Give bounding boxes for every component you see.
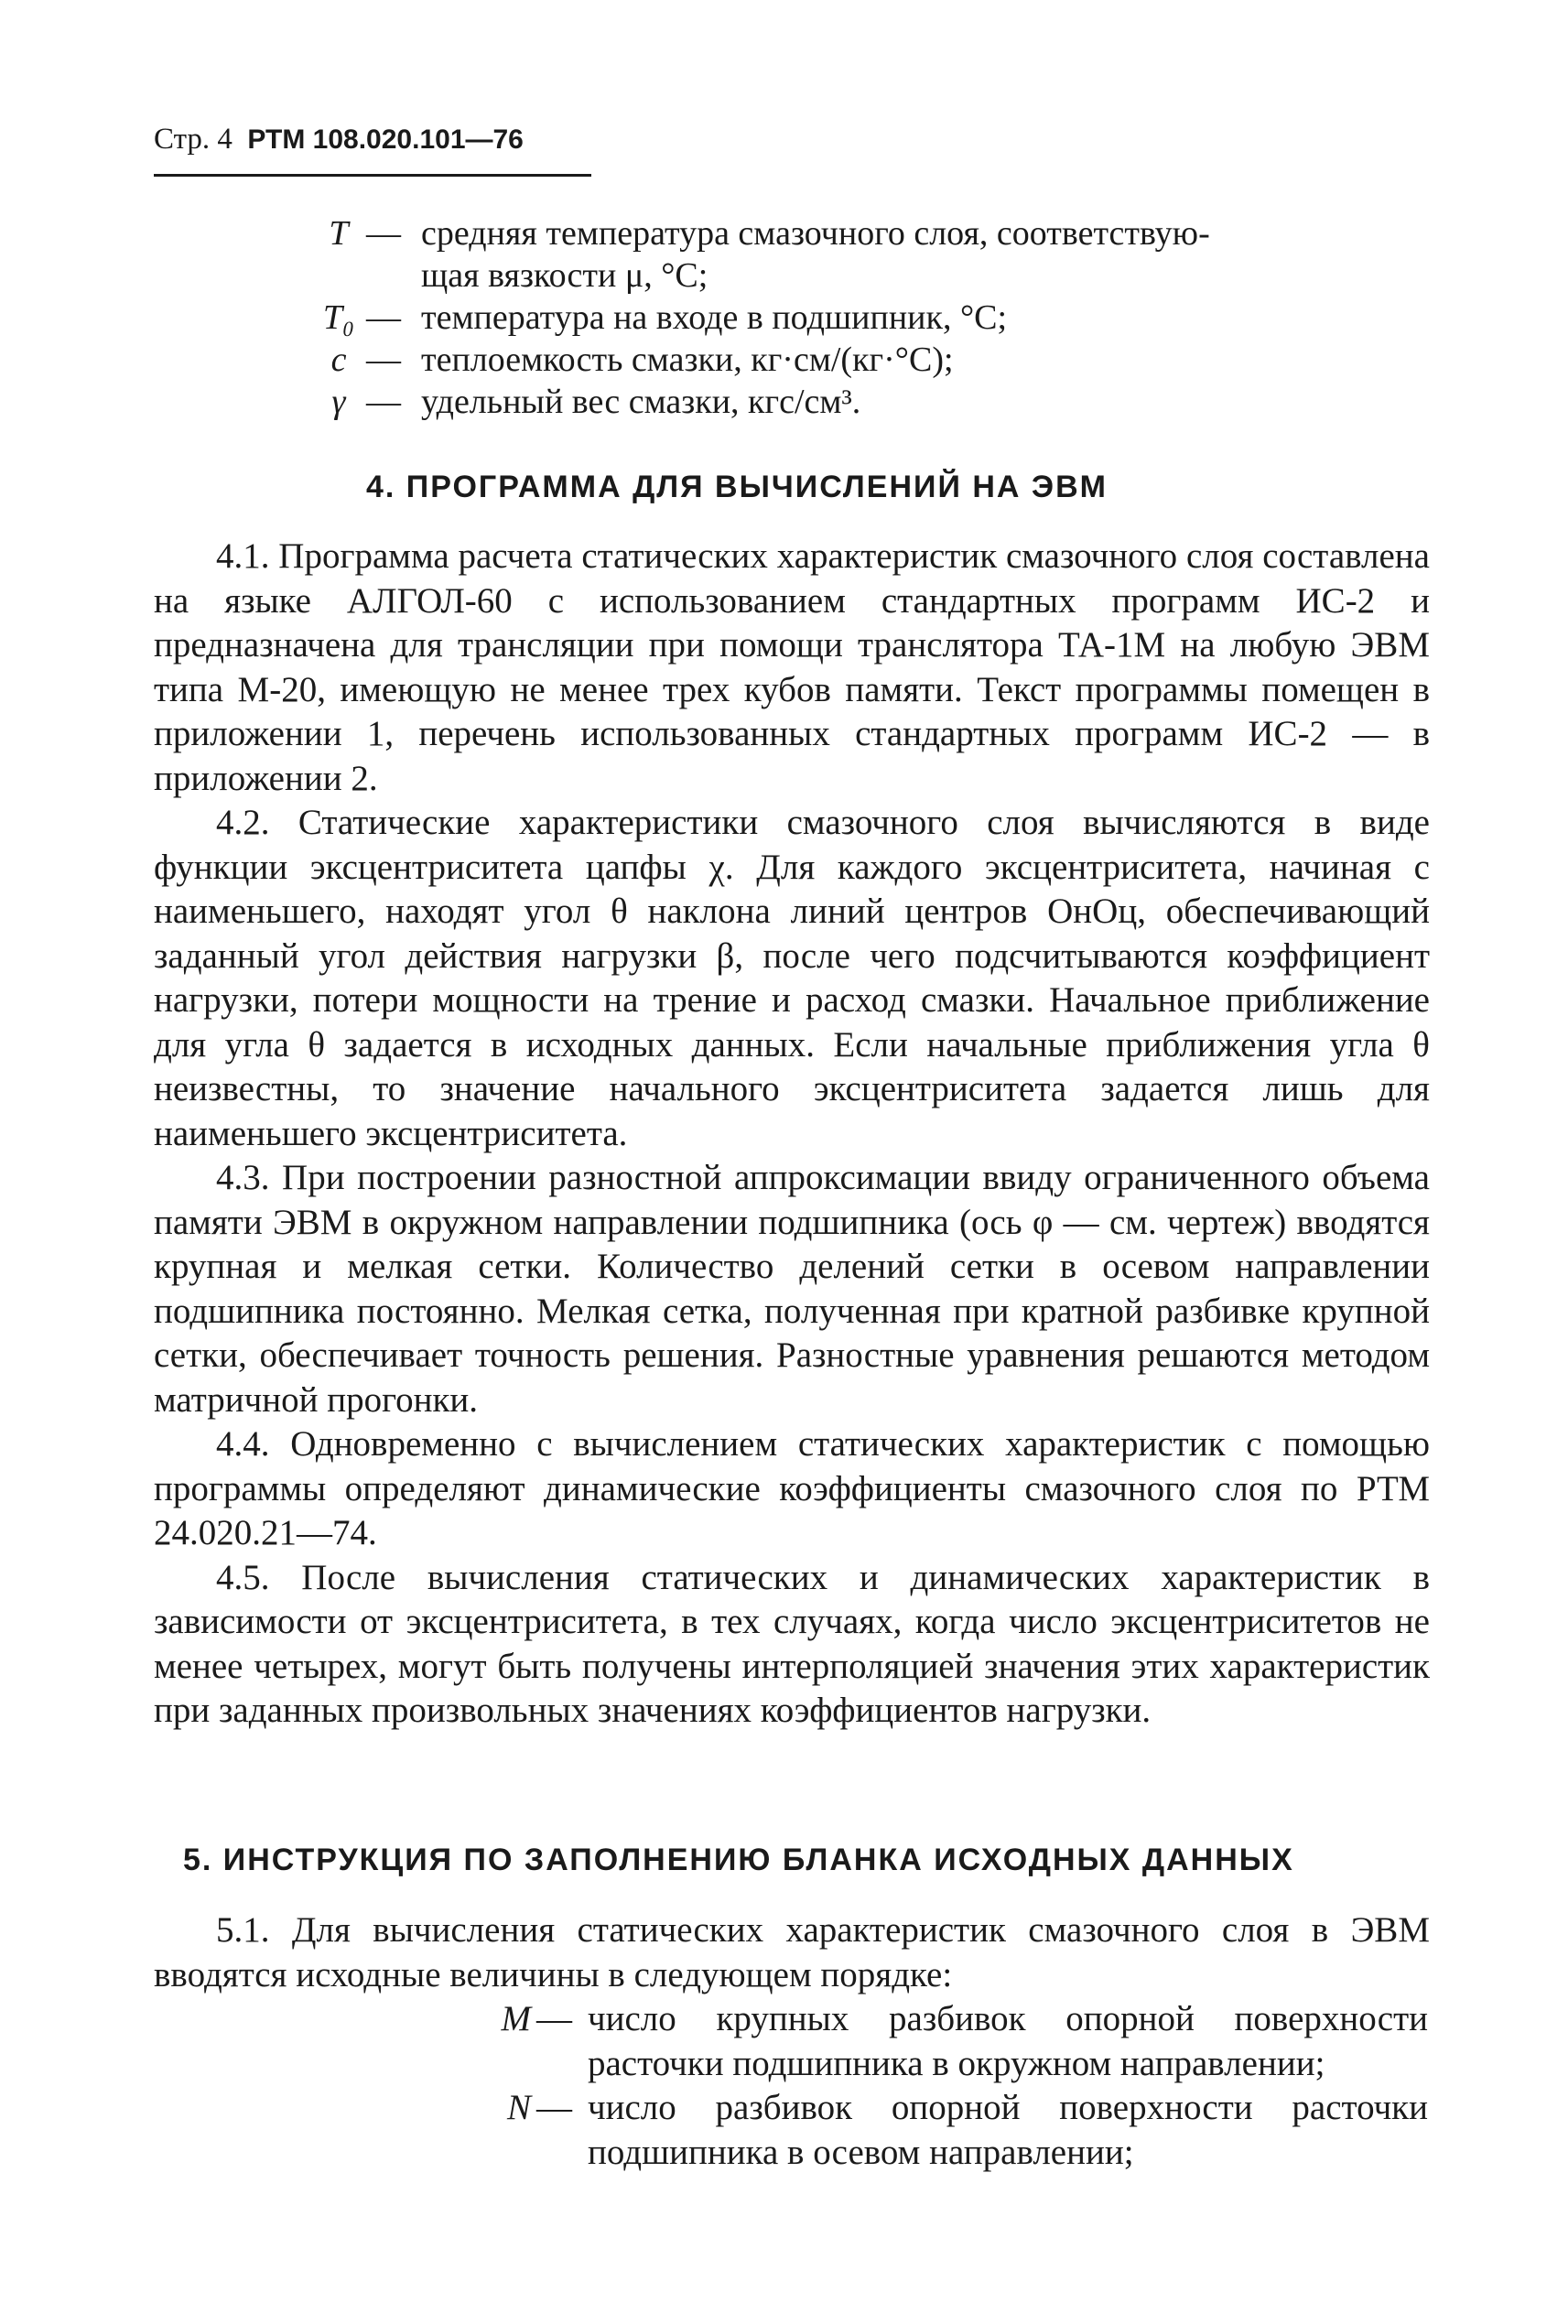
symbol-legend bbox=[311, 212, 1437, 423]
paragraph-4-2: 4.2. Статические характеристики смазочного слоя вычисляются в виде функции эксцентриситета цапфы χ. Для каждого эксцентриситета, начиная с наименьшего, находят угол θ наклона линий центров OнOц, обеспечивающий заданный угол действия нагрузки β, после чего подсчитываются коэффициент нагрузки, потери мощности на трение и расход смазки. Начальное приближение для угла θ задается в исходных данных. Если начальные приближения угла θ неизвестны, то значение начального эксцентриситета задается лишь для наименьшего эксцентриситета. bbox=[154, 803, 1430, 1153]
legend-row bbox=[311, 381, 1437, 423]
legend-definition: средняя температура смазочного слоя, соответствую- bbox=[421, 214, 1210, 253]
variable-symbol: M bbox=[501, 1999, 531, 2038]
legend-symbol: c bbox=[330, 340, 347, 379]
paragraph-4-4: 4.4. Одновременно с вычислением статических характеристик с помощью программы определяют динамические коэффициенты смазочного слоя по РТМ 24.020.21—74. bbox=[154, 1424, 1430, 1552]
variable-row bbox=[476, 2086, 1428, 2175]
document-code: РТМ 108.020.101—76 bbox=[247, 124, 524, 155]
legend-dash: — bbox=[366, 298, 401, 337]
section-4-body bbox=[154, 535, 1430, 1734]
legend-definition: щая вязкости μ, °C; bbox=[421, 256, 708, 295]
legend-definition: теплоемкость смазки, кг·см/(кг·°С); bbox=[421, 340, 954, 379]
paragraph-4-5: 4.5. После вычисления статических и динамических характеристик в зависимости от эксцентриситета, в тех случаях, когда число эксцентриситетов не менее четырех, могут быть получены интерполяцией значения этих характеристик при заданных произвольных значениях коэффициентов нагрузки. bbox=[154, 1557, 1430, 1730]
variable-symbol: N bbox=[506, 2088, 531, 2127]
legend-definition: температура на входе в подшипник, °С; bbox=[421, 298, 1008, 337]
page-label: Стр. 4 bbox=[154, 123, 232, 156]
section-4-title: 4. ПРОГРАММА ДЛЯ ВЫЧИСЛЕНИЙ НА ЭВМ bbox=[366, 470, 1108, 504]
legend-dash: — bbox=[366, 340, 401, 379]
header-rule bbox=[154, 174, 591, 177]
variable-dash: — bbox=[536, 2088, 572, 2127]
variable-definition: число крупных разбивок опорной поверхности расточки подшипника в окружном направлении; bbox=[588, 1999, 1428, 2083]
input-variables-list bbox=[476, 1997, 1428, 2175]
legend-dash: — bbox=[366, 383, 401, 421]
legend-dash: — bbox=[366, 214, 401, 253]
legend-symbol: T bbox=[329, 214, 349, 253]
section-5-body bbox=[154, 1908, 1430, 1997]
legend-row-continuation bbox=[311, 254, 1437, 297]
paragraph-5-1: 5.1. Для вычисления статических характеристик смазочного слоя в ЭВМ вводятся исходные величины в следующем порядке: bbox=[154, 1910, 1430, 1994]
legend-symbol: T₀ bbox=[322, 298, 355, 337]
legend-symbol: γ bbox=[331, 383, 346, 421]
paragraph-4-1: 4.1. Программа расчета статических характеристик смазочного слоя составлена на языке АЛГОЛ-60 с использованием стандартных программ ИС-2 и предназначена для трансляции при помощи транслятора ТА-1М на любую ЭВМ типа М-20, имеющую не менее трех кубов памяти. Текст программы помещен в приложении 1, перечень использованных стандартных программ ИС-2 — в приложении 2. bbox=[154, 536, 1430, 798]
legend-definition: удельный вес смазки, кгс/см³. bbox=[421, 383, 861, 421]
variable-definition: число разбивок опорной поверхности расточки подшипника в осевом направлении; bbox=[588, 2088, 1428, 2172]
legend-row bbox=[311, 297, 1437, 339]
page-header bbox=[154, 121, 611, 158]
section-5-title: 5. ИНСТРУКЦИЯ ПО ЗАПОЛНЕНИЮ БЛАНКА ИСХОДНЫХ ДАННЫХ bbox=[183, 1843, 1294, 1877]
variable-row bbox=[476, 1997, 1428, 2086]
paragraph-4-3: 4.3. При построении разностной аппроксимации ввиду ограниченного объема памяти ЭВМ в окружном направлении подшипника (ось φ — см. чертеж) вводятся крупная и мелкая сетки. Количество делений сетки в осевом направлении подшипника постоянно. Мелкая сетка, полученная при кратной разбивке крупной сетки, обеспечивает точность решения. Разностные уравнения решаются методом матричной прогонки. bbox=[154, 1158, 1430, 1420]
legend-row bbox=[311, 339, 1437, 381]
variable-dash: — bbox=[536, 1999, 572, 2038]
legend-row bbox=[311, 212, 1437, 254]
